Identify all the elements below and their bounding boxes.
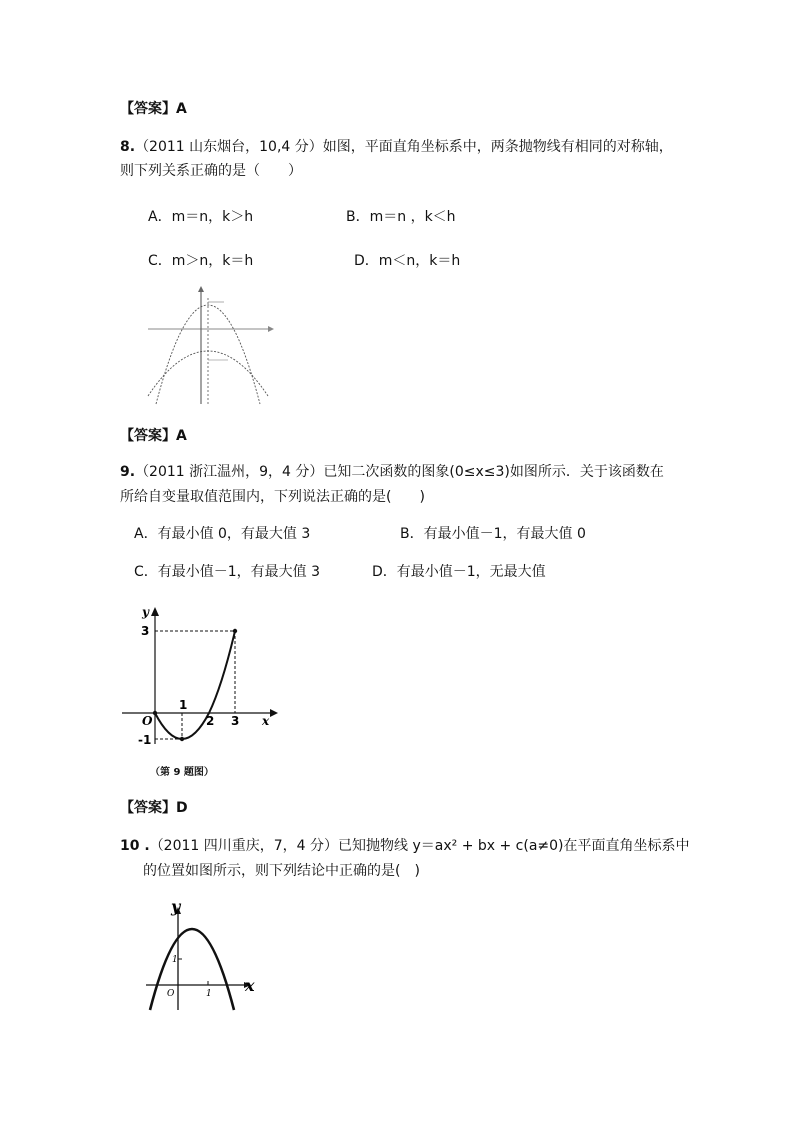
q8-option-b: B．m＝n ，k＜h	[346, 209, 456, 225]
q8-option-a: A．m＝n，k＞h	[148, 209, 254, 225]
q9-axis-y-label: y	[142, 605, 149, 619]
question-10-line1	[120, 835, 690, 855]
q8-parabola-figure	[146, 286, 286, 406]
q9-tick-y-neg1: -1	[138, 733, 152, 747]
q8-lower-parabola	[148, 351, 268, 396]
answer-q8: 【答案】A	[120, 428, 187, 444]
q9-point-origin	[153, 711, 157, 715]
question-9-text-1: （2011 浙江温州，9，4 分）已知二次函数的图象(0≤x≤3)如图所示．关于该函数在	[135, 464, 664, 480]
q8-x-axis-arrow	[268, 326, 274, 332]
q10-tick-x-1: 1	[206, 989, 212, 999]
q9-tick-x-1: 1	[179, 698, 188, 712]
q9-option-d: D．有最小值－1，无最大值	[372, 564, 546, 580]
q9-figure-caption: （第 9 题图）	[150, 767, 214, 778]
question-10-text-1: （2011 四川重庆，7，4 分）已知抛物线 y＝ax² + bx + c(a≠0)在平面直角坐标系中	[149, 838, 690, 854]
q10-axis-y-label: y	[171, 897, 181, 916]
q9-y-axis-arrow	[151, 607, 159, 616]
q9-option-a: A．有最小值 0，有最大值 3	[134, 526, 311, 542]
question-10-number: 10 .	[120, 838, 150, 854]
q9-tick-y-3: 3	[141, 624, 150, 638]
q8-option-d: D．m＜n，k＝h	[354, 253, 461, 269]
q9-parabola-curve	[155, 631, 235, 739]
q9-function-figure	[122, 604, 292, 754]
q9-x-axis-arrow	[270, 709, 278, 717]
question-8-number: 8.	[120, 139, 136, 155]
q8-y-axis-arrow	[198, 286, 204, 292]
q9-option-b: B．有最小值－1，有最大值 0	[400, 526, 586, 542]
q10-tick-y-1: 1	[172, 955, 178, 965]
question-8-line2: 则下列关系正确的是（ ）	[120, 163, 302, 179]
question-8-text-1: （2011 山东烟台，10,4 分）如图，平面直角坐标系中，两条抛物线有相同的对称轴，	[135, 139, 673, 155]
q10-axis-x-label: x	[245, 976, 255, 995]
q9-point-minimum	[180, 737, 184, 741]
q9-option-c: C．有最小值－1，有最大值 3	[134, 564, 321, 580]
question-9-line2: 所给自变量取值范围内，下列说法正确的是( )	[120, 489, 425, 505]
q9-tick-x-3: 3	[231, 714, 240, 728]
q9-origin-label: O	[142, 714, 153, 728]
q10-parabola-figure	[146, 898, 276, 1018]
q8-option-c: C．m＞n，k＝h	[148, 253, 254, 269]
question-9-number: 9.	[120, 464, 136, 480]
question-10-line2: 的位置如图所示，则下列结论中正确的是( )	[143, 863, 420, 879]
q9-point-maximum	[233, 629, 237, 633]
answer-q7: 【答案】A	[120, 101, 187, 117]
q10-origin-label: O	[167, 989, 175, 999]
q9-tick-x-2: 2	[206, 714, 215, 728]
q10-parabola-curve	[150, 929, 234, 1010]
answer-q9: 【答案】D	[120, 800, 188, 816]
question-8-line1	[120, 136, 673, 156]
q9-axis-x-label: x	[262, 714, 270, 728]
question-9-line1	[120, 461, 664, 481]
